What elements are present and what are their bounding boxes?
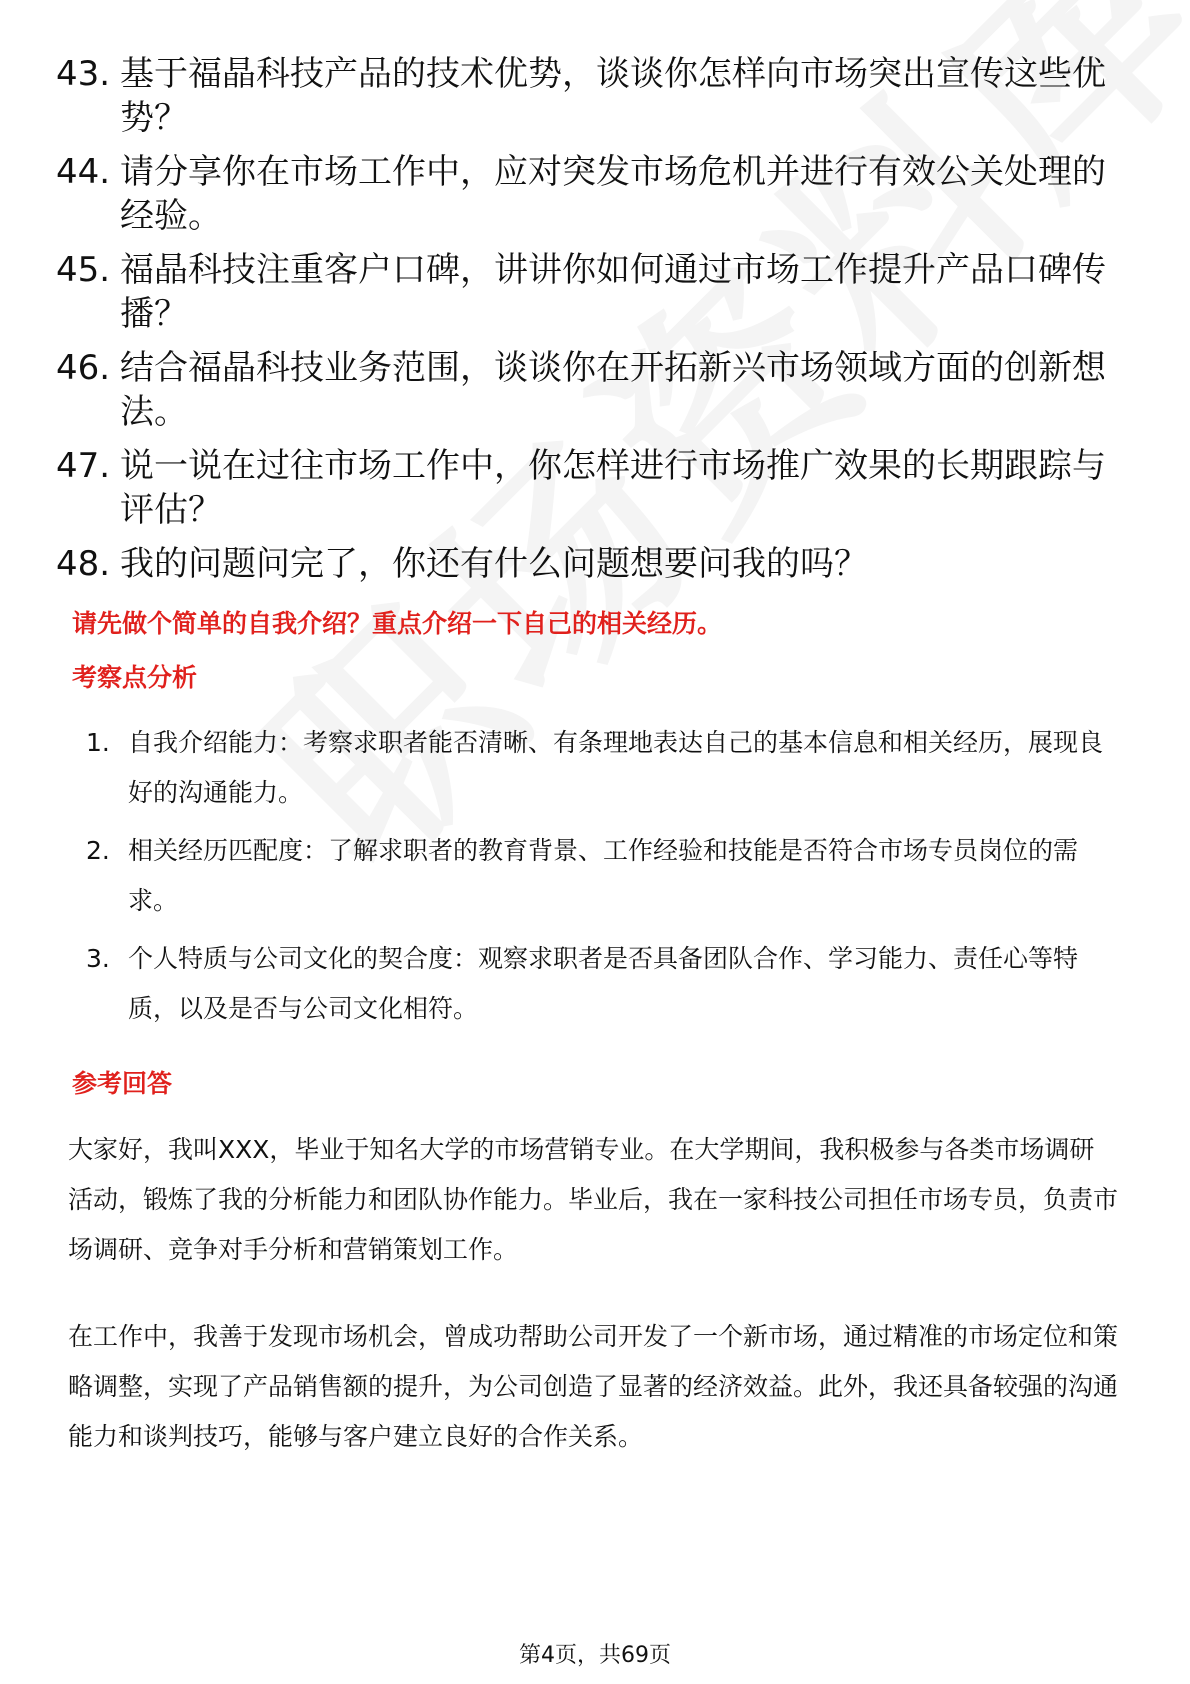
- analysis-list: [86, 718, 1116, 1042]
- question-list: [56, 52, 1116, 596]
- analysis-number: 3.: [86, 944, 110, 973]
- analysis-number: 1.: [86, 728, 110, 757]
- answer-paragraph: 大家好，我叫XXX，毕业于知名大学的市场营销专业。在大学期间，我积极参与各类市场调研活动，锻炼了我的分析能力和团队协作能力。毕业后，我在一家科技公司担任市场专员，负责市场调研、竞争对手分析和营销策划工作。: [68, 1135, 1119, 1264]
- page-footer: 第4页，共69页: [519, 1643, 671, 1668]
- question-item: [56, 444, 1116, 532]
- question-text: 基于福晶科技产品的技术优势，谈谈你怎样向市场突出宣传这些优势？: [120, 54, 1106, 138]
- analysis-text: 相关经历匹配度：了解求职者的教育背景、工作经验和技能是否符合市场专员岗位的需求。: [128, 836, 1079, 915]
- question-text: 请分享你在市场工作中，应对突发市场危机并进行有效公关处理的经验。: [120, 152, 1106, 236]
- analysis-item: [86, 718, 1116, 818]
- analysis-number: 2.: [86, 836, 110, 865]
- question-text: 说一说在过往市场工作中，你怎样进行市场推广效果的长期跟踪与评估？: [120, 446, 1106, 530]
- analysis-text: 自我介绍能力：考察求职者能否清晰、有条理地表达自己的基本信息和相关经历，展现良好的沟通能力。: [128, 728, 1104, 807]
- question-number: 45.: [56, 250, 111, 290]
- answer-paragraph: 在工作中，我善于发现市场机会，曾成功帮助公司开发了一个新市场，通过精准的市场定位和策略调整，实现了产品销售额的提升，为公司创造了显著的经济效益。此外，我还具备较强的沟通能力和谈判技巧，能够与客户建立良好的合作关系。: [68, 1322, 1119, 1451]
- question-item: [56, 150, 1116, 238]
- analysis-heading: 考察点分析: [72, 663, 198, 692]
- question-number: 48.: [56, 544, 111, 584]
- question-number: 46.: [56, 348, 111, 388]
- question-text: 结合福晶科技业务范围，谈谈你在开拓新兴市场领域方面的创新想法。: [120, 348, 1106, 432]
- reference-heading: 参考回答: [72, 1069, 173, 1098]
- analysis-item: [86, 934, 1116, 1034]
- analysis-text: 个人特质与公司文化的契合度：观察求职者是否具备团队合作、学习能力、责任心等特质，以及是否与公司文化相符。: [128, 944, 1079, 1023]
- analysis-item: [86, 826, 1116, 926]
- question-item: [56, 52, 1116, 140]
- question-number: 44.: [56, 152, 111, 192]
- question-item: [56, 346, 1116, 434]
- question-text: 福晶科技注重客户口碑，讲讲你如何通过市场工作提升产品口碑传播？: [120, 250, 1106, 334]
- question-item: [56, 542, 1116, 586]
- question-number: 47.: [56, 446, 111, 486]
- question-text: 我的问题问完了，你还有什么问题想要问我的吗？: [120, 544, 868, 584]
- question-item: [56, 248, 1116, 336]
- section-title: 请先做个简单的自我介绍？重点介绍一下自己的相关经历。: [72, 609, 723, 638]
- question-number: 43.: [56, 54, 111, 94]
